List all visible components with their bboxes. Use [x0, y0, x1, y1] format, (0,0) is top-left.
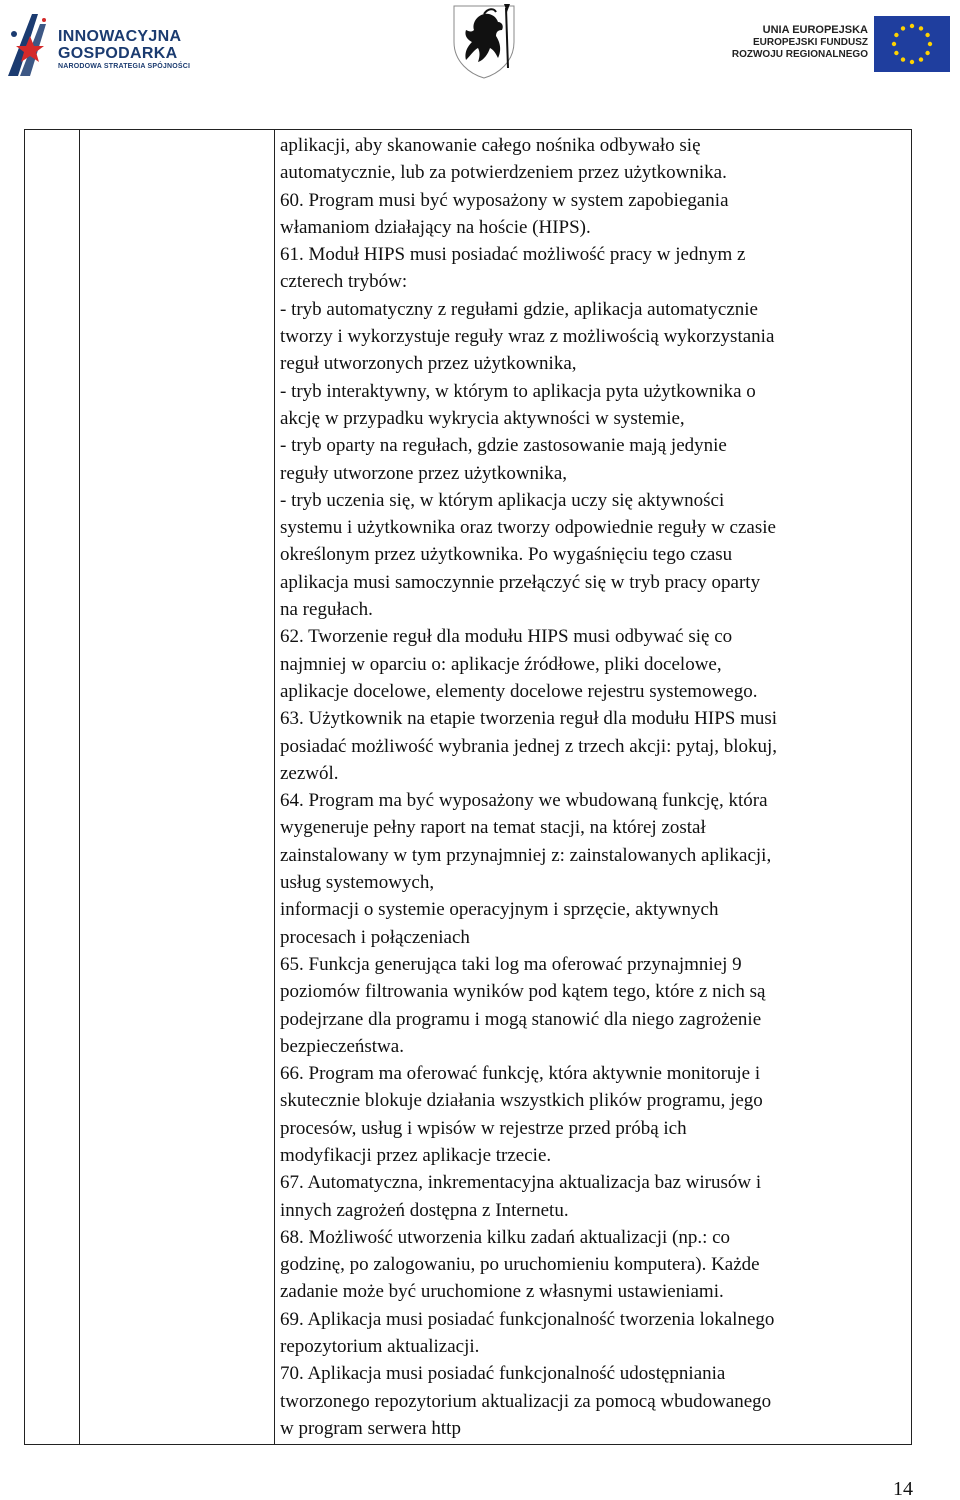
text-line: modyfikacji przez aplikacje trzecie.	[280, 1144, 552, 1166]
page-header	[0, 0, 960, 90]
logo-ig-line2: GOSPODARKA	[58, 45, 178, 62]
logo-ig-line3: NARODOWA STRATEGIA SPÓJNOŚCI	[58, 63, 191, 70]
text-line: na regułach.	[280, 599, 373, 621]
text-line: usług systemowych,	[280, 872, 435, 894]
text-line: tworzy i wykorzystuje reguły wraz z możliwością wykorzystania	[280, 326, 775, 348]
text-line: 66. Program ma oferować funkcję, która aktywnie monitoruje i	[280, 1063, 761, 1085]
text-line: czterech trybów:	[280, 271, 408, 293]
text-line: poziomów filtrowania wyników pod kątem tego, które z nich są	[280, 981, 766, 1003]
text-line: 69. Aplikacja musi posiadać funkcjonalność tworzenia lokalnego	[280, 1308, 775, 1330]
text-line: posiadać możliwość wybrania jednej z trzech akcji: pytaj, blokuj,	[280, 735, 777, 757]
text-line: 64. Program ma być wyposażony we wbudowaną funkcję, która	[280, 790, 768, 812]
text-line: skutecznie blokuje działania wszystkich plików programu, jego	[280, 1090, 763, 1112]
text-line: wygeneruje pełny raport na temat stacji, na której został	[280, 817, 706, 839]
text-line: - tryb automatyczny z regułami gdzie, aplikacja automatycznie	[280, 298, 758, 320]
text-line: 63. Użytkownik na etapie tworzenia reguł dla modułu HIPS musi	[280, 708, 778, 730]
text-line: zadanie może być uruchomione z własnymi ustawieniami.	[280, 1281, 724, 1303]
text-line: najmniej w oparciu o: aplikacje źródłowe, pliki docelowe,	[280, 653, 722, 675]
text-line: reguł utworzonych przez użytkownika,	[280, 353, 577, 375]
text-line: 65. Funkcja generująca taki log ma oferować przynajmniej 9	[280, 953, 742, 975]
table-column-divider	[79, 130, 80, 1444]
requirements-text-cell	[280, 132, 905, 1442]
text-line: aplikacji, aby skanowanie całego nośnika odbywało się	[280, 135, 701, 156]
innowacyjna-gospodarka-logo	[6, 12, 206, 78]
page-number: 14	[893, 1478, 913, 1500]
text-line: automatycznie, lub za potwierdzeniem przez użytkownika.	[280, 162, 727, 184]
text-line: - tryb interaktywny, w którym to aplikacja pyta użytkownika o	[280, 380, 756, 402]
text-line: aplikacje docelowe, elementy docelowe rejestru systemowego.	[280, 680, 758, 702]
text-line: aplikacja musi samoczynnie przełączyć się w tryb pracy oparty	[280, 571, 761, 593]
horse-crest-icon	[446, 2, 522, 80]
text-line: innych zagrożeń dostępna z Internetu.	[280, 1199, 569, 1221]
text-line: tworzonego repozytorium aktualizacji za pomocą wbudowanego	[280, 1390, 772, 1412]
text-line: repozytorium aktualizacji.	[280, 1336, 480, 1358]
text-line: - tryb uczenia się, w którym aplikacja uczy się aktywności	[280, 489, 725, 511]
text-line: procesach i połączeniach	[280, 926, 470, 948]
innowacyjna-gospodarka-logo-icon	[6, 12, 54, 78]
text-line: włamaniom działający na hoście (HIPS).	[280, 216, 591, 238]
text-line: podejrzane dla programu i mogą stanowić dla niego zagrożenie	[280, 1008, 762, 1030]
text-line: 70. Aplikacja musi posiadać funkcjonalność udostępniania	[280, 1363, 726, 1385]
text-line: systemu i użytkownika oraz tworzy odpowiednie reguły w czasie	[280, 517, 776, 539]
text-line: godzinę, po zalogowaniu, po uruchomieniu komputera). Każde	[280, 1254, 760, 1276]
eu-logo-line3: ROZWOJU REGIONALNEGO	[731, 49, 868, 60]
text-line: informacji o systemie operacyjnym i sprzęcie, aktywnych	[280, 899, 719, 921]
text-line: określonym przez użytkownika. Po wygaśnięciu tego czasu	[280, 544, 733, 566]
text-line: zezwól.	[280, 762, 339, 784]
logo-ig-line1: INNOWACYJNA	[58, 28, 182, 45]
eu-flag-icon	[874, 16, 950, 72]
eu-logo-line1: UNIA EUROPEJSKA	[762, 24, 868, 36]
text-line: zainstalowany w tym przynajmniej z: zainstalowanych aplikacji,	[280, 844, 772, 866]
text-line: reguły utworzone przez użytkownika,	[280, 462, 568, 484]
specification-table	[24, 129, 912, 1445]
text-line: bezpieczeństwa.	[280, 1035, 404, 1057]
text-line: 68. Możliwość utworzenia kilku zadań aktualizacji (np.: co	[280, 1226, 731, 1248]
eu-fund-logo	[700, 16, 950, 72]
table-column-divider	[274, 130, 275, 1444]
text-line: akcję w przypadku wykrycia aktywności w systemie,	[280, 407, 685, 429]
text-line: 61. Moduł HIPS musi posiadać możliwość pracy w jednym z	[280, 244, 746, 266]
text-line: 62. Tworzenie reguł dla modułu HIPS musi odbywać się co	[280, 626, 733, 648]
text-line: - tryb oparty na regułach, gdzie zastosowanie mają jedynie	[280, 435, 727, 457]
text-line: 60. Program musi być wyposażony w system zapobiegania	[280, 189, 729, 211]
text-line: procesów, usług i wpisów w rejestrze przed próbą ich	[280, 1117, 687, 1139]
text-line: 67. Automatyczna, inkrementacyjna aktualizacja baz wirusów i	[280, 1172, 762, 1194]
text-line: w program serwera http	[280, 1417, 461, 1439]
eu-logo-line2: EUROPEJSKI FUNDUSZ	[752, 37, 868, 48]
